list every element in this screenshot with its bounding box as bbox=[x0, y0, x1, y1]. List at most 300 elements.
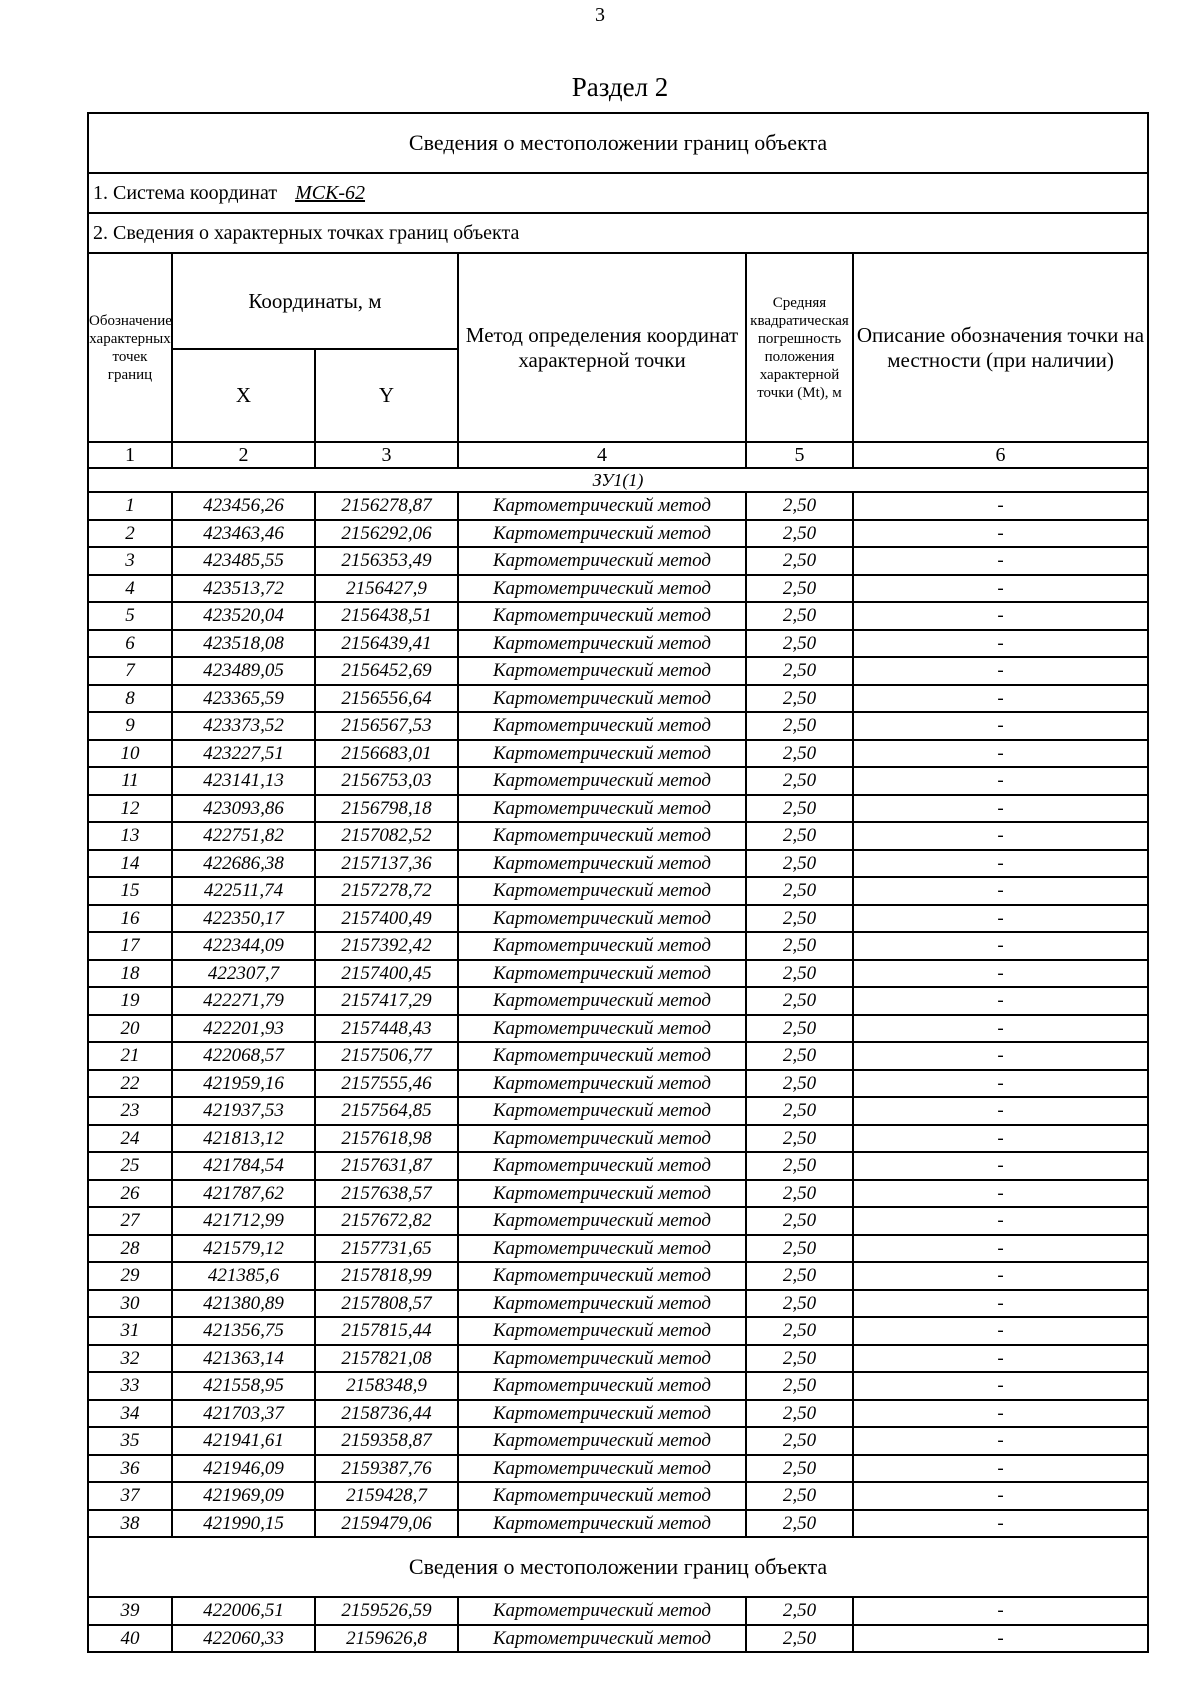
y-coordinate: 2159387,76 bbox=[315, 1455, 458, 1483]
y-coordinate: 2156438,51 bbox=[315, 602, 458, 630]
table-row bbox=[88, 520, 1148, 548]
y-coordinate: 2157631,87 bbox=[315, 1152, 458, 1180]
method-cell: Картометрический метод bbox=[458, 1180, 746, 1208]
table-row bbox=[88, 575, 1148, 603]
page-number: 3 bbox=[595, 4, 605, 26]
y-coordinate: 2156567,53 bbox=[315, 712, 458, 740]
points-rows bbox=[88, 492, 1148, 1537]
error-cell: 2,50 bbox=[746, 740, 853, 768]
column-number: 1 bbox=[88, 442, 172, 468]
table-title: Сведения о местоположении границ объекта bbox=[88, 113, 1148, 173]
x-coordinate: 421941,61 bbox=[172, 1427, 315, 1455]
error-cell: 2,50 bbox=[746, 1597, 853, 1625]
x-coordinate: 421969,09 bbox=[172, 1482, 315, 1510]
point-number: 34 bbox=[88, 1400, 172, 1428]
table-row bbox=[88, 905, 1148, 933]
error-cell: 2,50 bbox=[746, 1015, 853, 1043]
description-cell: - bbox=[853, 492, 1148, 520]
method-cell: Картометрический метод bbox=[458, 1015, 746, 1043]
error-cell: 2,50 bbox=[746, 1235, 853, 1263]
error-cell: 2,50 bbox=[746, 1427, 853, 1455]
x-coordinate: 422271,79 bbox=[172, 987, 315, 1015]
method-cell: Картометрический метод bbox=[458, 905, 746, 933]
table-row bbox=[88, 602, 1148, 630]
description-cell: - bbox=[853, 1400, 1148, 1428]
y-coordinate: 2157618,98 bbox=[315, 1125, 458, 1153]
header-error: Средняя квадратическая погрешность положения характерной точки (Mt), м bbox=[746, 253, 853, 442]
coordinate-system-value: МСК-62 bbox=[295, 181, 366, 204]
error-cell: 2,50 bbox=[746, 602, 853, 630]
x-coordinate: 423093,86 bbox=[172, 795, 315, 823]
description-cell: - bbox=[853, 1015, 1148, 1043]
description-cell: - bbox=[853, 1510, 1148, 1538]
y-coordinate: 2157555,46 bbox=[315, 1070, 458, 1098]
table-row bbox=[88, 1235, 1148, 1263]
y-coordinate: 2157808,57 bbox=[315, 1290, 458, 1318]
table-row bbox=[88, 547, 1148, 575]
x-coordinate: 423373,52 bbox=[172, 712, 315, 740]
method-cell: Картометрический метод bbox=[458, 1097, 746, 1125]
error-cell: 2,50 bbox=[746, 492, 853, 520]
y-coordinate: 2156556,64 bbox=[315, 685, 458, 713]
y-coordinate: 2156798,18 bbox=[315, 795, 458, 823]
description-cell: - bbox=[853, 1097, 1148, 1125]
method-cell: Картометрический метод bbox=[458, 1482, 746, 1510]
table-row bbox=[88, 1207, 1148, 1235]
point-number: 33 bbox=[88, 1372, 172, 1400]
method-cell: Картометрический метод bbox=[458, 1290, 746, 1318]
boundary-points-table bbox=[87, 112, 1149, 1653]
description-cell: - bbox=[853, 1235, 1148, 1263]
point-number: 10 bbox=[88, 740, 172, 768]
x-coordinate: 422686,38 bbox=[172, 850, 315, 878]
table-row bbox=[88, 1125, 1148, 1153]
point-number: 9 bbox=[88, 712, 172, 740]
method-cell: Картометрический метод bbox=[458, 1625, 746, 1653]
x-coordinate: 422350,17 bbox=[172, 905, 315, 933]
table-row bbox=[88, 657, 1148, 685]
column-number: 2 bbox=[172, 442, 315, 468]
table-row bbox=[88, 850, 1148, 878]
error-cell: 2,50 bbox=[746, 1125, 853, 1153]
description-cell: - bbox=[853, 1290, 1148, 1318]
x-coordinate: 423518,08 bbox=[172, 630, 315, 658]
x-coordinate: 421787,62 bbox=[172, 1180, 315, 1208]
error-cell: 2,50 bbox=[746, 575, 853, 603]
x-coordinate: 423227,51 bbox=[172, 740, 315, 768]
y-coordinate: 2156278,87 bbox=[315, 492, 458, 520]
description-cell: - bbox=[853, 1070, 1148, 1098]
method-cell: Картометрический метод bbox=[458, 877, 746, 905]
point-number: 2 bbox=[88, 520, 172, 548]
point-number: 27 bbox=[88, 1207, 172, 1235]
group-label: ЗУ1(1) bbox=[88, 468, 1148, 492]
table-row bbox=[88, 712, 1148, 740]
y-coordinate: 2156353,49 bbox=[315, 547, 458, 575]
error-cell: 2,50 bbox=[746, 520, 853, 548]
y-coordinate: 2156427,9 bbox=[315, 575, 458, 603]
error-cell: 2,50 bbox=[746, 1042, 853, 1070]
point-number: 39 bbox=[88, 1597, 172, 1625]
point-number: 30 bbox=[88, 1290, 172, 1318]
point-number: 8 bbox=[88, 685, 172, 713]
error-cell: 2,50 bbox=[746, 932, 853, 960]
point-number: 20 bbox=[88, 1015, 172, 1043]
error-cell: 2,50 bbox=[746, 850, 853, 878]
error-cell: 2,50 bbox=[746, 1482, 853, 1510]
x-coordinate: 422307,7 bbox=[172, 960, 315, 988]
error-cell: 2,50 bbox=[746, 1455, 853, 1483]
error-cell: 2,50 bbox=[746, 657, 853, 685]
point-number: 22 bbox=[88, 1070, 172, 1098]
table-row bbox=[88, 1262, 1148, 1290]
x-coordinate: 421579,12 bbox=[172, 1235, 315, 1263]
y-coordinate: 2157821,08 bbox=[315, 1345, 458, 1373]
method-cell: Картометрический метод bbox=[458, 1125, 746, 1153]
method-cell: Картометрический метод bbox=[458, 602, 746, 630]
y-coordinate: 2156439,41 bbox=[315, 630, 458, 658]
x-coordinate: 421937,53 bbox=[172, 1097, 315, 1125]
y-coordinate: 2157818,99 bbox=[315, 1262, 458, 1290]
method-cell: Картометрический метод bbox=[458, 1455, 746, 1483]
method-cell: Картометрический метод bbox=[458, 987, 746, 1015]
x-coordinate: 421385,6 bbox=[172, 1262, 315, 1290]
table-row bbox=[88, 1625, 1148, 1653]
point-number: 4 bbox=[88, 575, 172, 603]
description-cell: - bbox=[853, 1317, 1148, 1345]
table-row bbox=[88, 1070, 1148, 1098]
method-cell: Картометрический метод bbox=[458, 520, 746, 548]
point-number: 25 bbox=[88, 1152, 172, 1180]
y-coordinate: 2157638,57 bbox=[315, 1180, 458, 1208]
method-cell: Картометрический метод bbox=[458, 1345, 746, 1373]
x-coordinate: 423456,26 bbox=[172, 492, 315, 520]
error-cell: 2,50 bbox=[746, 712, 853, 740]
error-cell: 2,50 bbox=[746, 905, 853, 933]
table-title-repeat: Сведения о местоположении границ объекта bbox=[88, 1537, 1148, 1597]
description-cell: - bbox=[853, 1455, 1148, 1483]
table-row bbox=[88, 1317, 1148, 1345]
y-coordinate: 2157400,49 bbox=[315, 905, 458, 933]
error-cell: 2,50 bbox=[746, 685, 853, 713]
error-cell: 2,50 bbox=[746, 1400, 853, 1428]
point-number: 16 bbox=[88, 905, 172, 933]
table-row bbox=[88, 1455, 1148, 1483]
x-coordinate: 423365,59 bbox=[172, 685, 315, 713]
description-cell: - bbox=[853, 1152, 1148, 1180]
error-cell: 2,50 bbox=[746, 1510, 853, 1538]
description-cell: - bbox=[853, 520, 1148, 548]
method-cell: Картометрический метод bbox=[458, 1207, 746, 1235]
point-number: 28 bbox=[88, 1235, 172, 1263]
column-number: 5 bbox=[746, 442, 853, 468]
x-coordinate: 421946,09 bbox=[172, 1455, 315, 1483]
point-number: 17 bbox=[88, 932, 172, 960]
point-number: 36 bbox=[88, 1455, 172, 1483]
table-row bbox=[88, 960, 1148, 988]
table-row bbox=[88, 1427, 1148, 1455]
description-cell: - bbox=[853, 1427, 1148, 1455]
x-coordinate: 422006,51 bbox=[172, 1597, 315, 1625]
method-cell: Картометрический метод bbox=[458, 657, 746, 685]
x-coordinate: 421959,16 bbox=[172, 1070, 315, 1098]
header-method: Метод определения координат характерной точки bbox=[458, 253, 746, 442]
point-number: 24 bbox=[88, 1125, 172, 1153]
column-number: 4 bbox=[458, 442, 746, 468]
x-coordinate: 422751,82 bbox=[172, 822, 315, 850]
header-y: Y bbox=[315, 349, 458, 442]
table-row bbox=[88, 822, 1148, 850]
point-number: 11 bbox=[88, 767, 172, 795]
method-cell: Картометрический метод bbox=[458, 630, 746, 658]
y-coordinate: 2159428,7 bbox=[315, 1482, 458, 1510]
method-cell: Картометрический метод bbox=[458, 1262, 746, 1290]
point-number: 35 bbox=[88, 1427, 172, 1455]
x-coordinate: 422201,93 bbox=[172, 1015, 315, 1043]
description-cell: - bbox=[853, 850, 1148, 878]
point-number: 37 bbox=[88, 1482, 172, 1510]
method-cell: Картометрический метод bbox=[458, 1510, 746, 1538]
x-coordinate: 423520,04 bbox=[172, 602, 315, 630]
x-coordinate: 422060,33 bbox=[172, 1625, 315, 1653]
table-row bbox=[88, 1290, 1148, 1318]
point-number: 13 bbox=[88, 822, 172, 850]
method-cell: Картометрический метод bbox=[458, 822, 746, 850]
table-row bbox=[88, 1042, 1148, 1070]
description-cell: - bbox=[853, 575, 1148, 603]
column-number: 6 bbox=[853, 442, 1148, 468]
method-cell: Картометрический метод bbox=[458, 685, 746, 713]
description-cell: - bbox=[853, 685, 1148, 713]
description-cell: - bbox=[853, 795, 1148, 823]
description-cell: - bbox=[853, 905, 1148, 933]
y-coordinate: 2156753,03 bbox=[315, 767, 458, 795]
method-cell: Картометрический метод bbox=[458, 1317, 746, 1345]
error-cell: 2,50 bbox=[746, 1180, 853, 1208]
description-cell: - bbox=[853, 1207, 1148, 1235]
description-cell: - bbox=[853, 960, 1148, 988]
y-coordinate: 2156292,06 bbox=[315, 520, 458, 548]
table-row bbox=[88, 1180, 1148, 1208]
description-cell: - bbox=[853, 630, 1148, 658]
method-cell: Картометрический метод bbox=[458, 850, 746, 878]
y-coordinate: 2157400,45 bbox=[315, 960, 458, 988]
method-cell: Картометрический метод bbox=[458, 712, 746, 740]
point-number: 26 bbox=[88, 1180, 172, 1208]
error-cell: 2,50 bbox=[746, 1207, 853, 1235]
table-row bbox=[88, 1482, 1148, 1510]
description-cell: - bbox=[853, 1345, 1148, 1373]
x-coordinate: 422068,57 bbox=[172, 1042, 315, 1070]
x-coordinate: 421813,12 bbox=[172, 1125, 315, 1153]
x-coordinate: 421356,75 bbox=[172, 1317, 315, 1345]
point-number: 23 bbox=[88, 1097, 172, 1125]
method-cell: Картометрический метод bbox=[458, 1427, 746, 1455]
x-coordinate: 421380,89 bbox=[172, 1290, 315, 1318]
error-cell: 2,50 bbox=[746, 1262, 853, 1290]
point-number: 29 bbox=[88, 1262, 172, 1290]
table-row bbox=[88, 630, 1148, 658]
error-cell: 2,50 bbox=[746, 1625, 853, 1653]
error-cell: 2,50 bbox=[746, 1372, 853, 1400]
description-cell: - bbox=[853, 1372, 1148, 1400]
method-cell: Картометрический метод bbox=[458, 1597, 746, 1625]
header-designation: Обозначение характерных точек границ bbox=[88, 253, 172, 442]
error-cell: 2,50 bbox=[746, 1097, 853, 1125]
error-cell: 2,50 bbox=[746, 1290, 853, 1318]
x-coordinate: 423463,46 bbox=[172, 520, 315, 548]
point-number: 18 bbox=[88, 960, 172, 988]
y-coordinate: 2156683,01 bbox=[315, 740, 458, 768]
table-row bbox=[88, 1400, 1148, 1428]
error-cell: 2,50 bbox=[746, 822, 853, 850]
x-coordinate: 423485,55 bbox=[172, 547, 315, 575]
x-coordinate: 423141,13 bbox=[172, 767, 315, 795]
x-coordinate: 422344,09 bbox=[172, 932, 315, 960]
error-cell: 2,50 bbox=[746, 767, 853, 795]
error-cell: 2,50 bbox=[746, 795, 853, 823]
point-number: 19 bbox=[88, 987, 172, 1015]
table-row bbox=[88, 1372, 1148, 1400]
point-number: 14 bbox=[88, 850, 172, 878]
y-coordinate: 2157392,42 bbox=[315, 932, 458, 960]
x-coordinate: 422511,74 bbox=[172, 877, 315, 905]
description-cell: - bbox=[853, 767, 1148, 795]
y-coordinate: 2157448,43 bbox=[315, 1015, 458, 1043]
method-cell: Картометрический метод bbox=[458, 1372, 746, 1400]
table-row bbox=[88, 767, 1148, 795]
error-cell: 2,50 bbox=[746, 1070, 853, 1098]
y-coordinate: 2159626,8 bbox=[315, 1625, 458, 1653]
description-cell: - bbox=[853, 1125, 1148, 1153]
table-row bbox=[88, 1152, 1148, 1180]
table-row bbox=[88, 492, 1148, 520]
description-cell: - bbox=[853, 657, 1148, 685]
y-coordinate: 2157672,82 bbox=[315, 1207, 458, 1235]
point-number: 38 bbox=[88, 1510, 172, 1538]
error-cell: 2,50 bbox=[746, 1152, 853, 1180]
header-x: X bbox=[172, 349, 315, 442]
method-cell: Картометрический метод bbox=[458, 1070, 746, 1098]
y-coordinate: 2157082,52 bbox=[315, 822, 458, 850]
description-cell: - bbox=[853, 1262, 1148, 1290]
point-number: 40 bbox=[88, 1625, 172, 1653]
points-rows-continued bbox=[88, 1597, 1148, 1652]
description-cell: - bbox=[853, 547, 1148, 575]
description-cell: - bbox=[853, 987, 1148, 1015]
coordinate-system-label: 1. Система координат bbox=[93, 181, 278, 204]
y-coordinate: 2159526,59 bbox=[315, 1597, 458, 1625]
y-coordinate: 2158736,44 bbox=[315, 1400, 458, 1428]
x-coordinate: 421784,54 bbox=[172, 1152, 315, 1180]
method-cell: Картометрический метод bbox=[458, 932, 746, 960]
error-cell: 2,50 bbox=[746, 630, 853, 658]
point-number: 6 bbox=[88, 630, 172, 658]
y-coordinate: 2157815,44 bbox=[315, 1317, 458, 1345]
description-cell: - bbox=[853, 602, 1148, 630]
table-row bbox=[88, 932, 1148, 960]
description-cell: - bbox=[853, 932, 1148, 960]
header-coordinates: Координаты, м bbox=[172, 253, 458, 349]
description-cell: - bbox=[853, 1042, 1148, 1070]
error-cell: 2,50 bbox=[746, 1317, 853, 1345]
y-coordinate: 2158348,9 bbox=[315, 1372, 458, 1400]
method-cell: Картометрический метод bbox=[458, 767, 746, 795]
point-number: 1 bbox=[88, 492, 172, 520]
error-cell: 2,50 bbox=[746, 877, 853, 905]
y-coordinate: 2157278,72 bbox=[315, 877, 458, 905]
y-coordinate: 2157731,65 bbox=[315, 1235, 458, 1263]
point-number: 3 bbox=[88, 547, 172, 575]
table-row bbox=[88, 987, 1148, 1015]
point-number: 32 bbox=[88, 1345, 172, 1373]
x-coordinate: 423489,05 bbox=[172, 657, 315, 685]
table-row bbox=[88, 1015, 1148, 1043]
x-coordinate: 421363,14 bbox=[172, 1345, 315, 1373]
error-cell: 2,50 bbox=[746, 1345, 853, 1373]
y-coordinate: 2157137,36 bbox=[315, 850, 458, 878]
point-number: 7 bbox=[88, 657, 172, 685]
column-number: 3 bbox=[315, 442, 458, 468]
description-cell: - bbox=[853, 1482, 1148, 1510]
method-cell: Картометрический метод bbox=[458, 795, 746, 823]
coordinate-system-line bbox=[88, 173, 1148, 213]
point-number: 15 bbox=[88, 877, 172, 905]
method-cell: Картометрический метод bbox=[458, 1152, 746, 1180]
point-number: 31 bbox=[88, 1317, 172, 1345]
point-number: 5 bbox=[88, 602, 172, 630]
table-row bbox=[88, 1345, 1148, 1373]
y-coordinate: 2159479,06 bbox=[315, 1510, 458, 1538]
section-title: Раздел 2 bbox=[571, 72, 669, 102]
x-coordinate: 421712,99 bbox=[172, 1207, 315, 1235]
point-number: 21 bbox=[88, 1042, 172, 1070]
method-cell: Картометрический метод bbox=[458, 1400, 746, 1428]
points-section-label: 2. Сведения о характерных точках границ объекта bbox=[88, 213, 1148, 253]
description-cell: - bbox=[853, 740, 1148, 768]
method-cell: Картометрический метод bbox=[458, 1042, 746, 1070]
method-cell: Картометрический метод bbox=[458, 1235, 746, 1263]
y-coordinate: 2157417,29 bbox=[315, 987, 458, 1015]
description-cell: - bbox=[853, 877, 1148, 905]
table-row bbox=[88, 1597, 1148, 1625]
table-row bbox=[88, 685, 1148, 713]
method-cell: Картометрический метод bbox=[458, 740, 746, 768]
x-coordinate: 421990,15 bbox=[172, 1510, 315, 1538]
description-cell: - bbox=[853, 1625, 1148, 1653]
description-cell: - bbox=[853, 712, 1148, 740]
description-cell: - bbox=[853, 1180, 1148, 1208]
table-row bbox=[88, 740, 1148, 768]
error-cell: 2,50 bbox=[746, 987, 853, 1015]
table-row bbox=[88, 1097, 1148, 1125]
method-cell: Картометрический метод bbox=[458, 575, 746, 603]
error-cell: 2,50 bbox=[746, 960, 853, 988]
table-row bbox=[88, 877, 1148, 905]
y-coordinate: 2159358,87 bbox=[315, 1427, 458, 1455]
description-cell: - bbox=[853, 822, 1148, 850]
header-description: Описание обозначения точки на местности (при наличии) bbox=[853, 253, 1148, 442]
column-number-row bbox=[88, 442, 1148, 468]
y-coordinate: 2157564,85 bbox=[315, 1097, 458, 1125]
description-cell: - bbox=[853, 1597, 1148, 1625]
table-row bbox=[88, 1510, 1148, 1538]
y-coordinate: 2157506,77 bbox=[315, 1042, 458, 1070]
x-coordinate: 421558,95 bbox=[172, 1372, 315, 1400]
x-coordinate: 423513,72 bbox=[172, 575, 315, 603]
y-coordinate: 2156452,69 bbox=[315, 657, 458, 685]
method-cell: Картометрический метод bbox=[458, 960, 746, 988]
